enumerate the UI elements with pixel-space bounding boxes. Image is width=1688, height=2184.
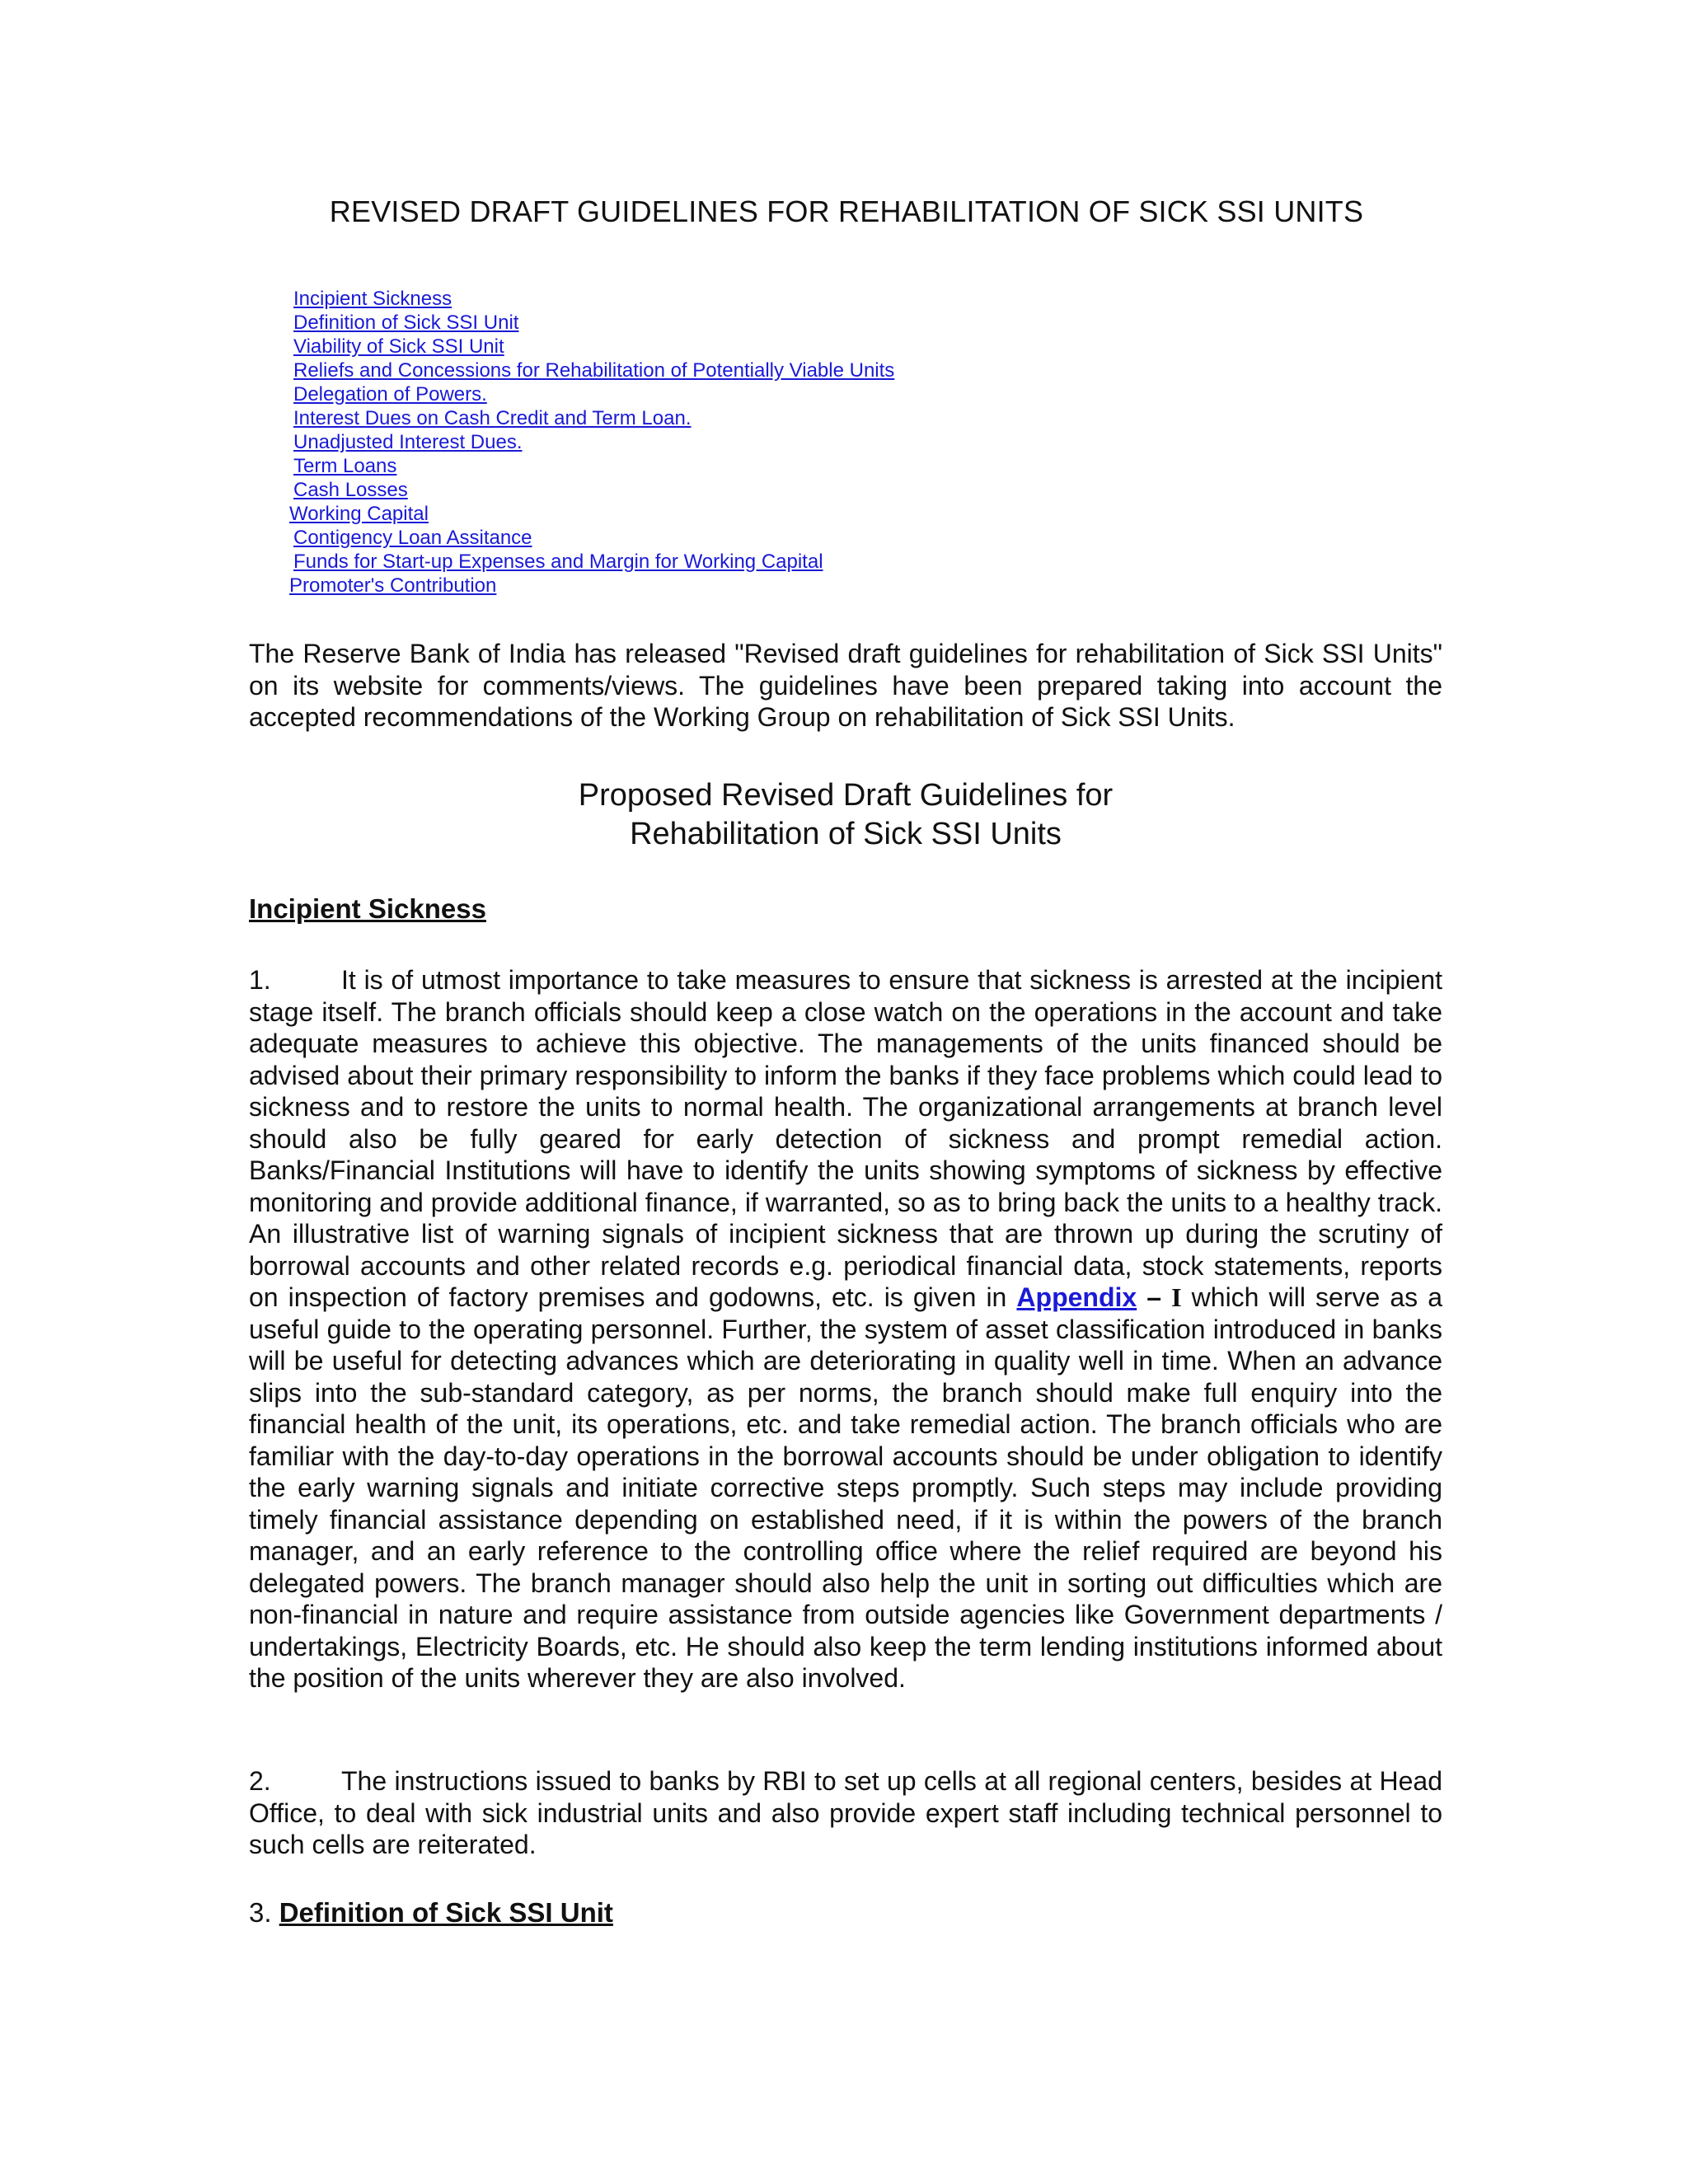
toc-item (293, 526, 894, 550)
toc-item (289, 502, 894, 526)
toc-item (293, 550, 894, 574)
paragraph-text: It is of utmost importance to take measures to ensure that sickness is arrested at the incipient stage itself. The branch officials should keep a close watch on the operations in the account and take adequate measures to achieve this objective. The managements of the units financed should be advised about their primary responsibility to inform the banks if they face problems which could lead to sickness and to restore the units to normal health. The organizational arrangements at branch level should also be fully geared for early detection of sickness and prompt remedial action. Banks/Financial Institutions will have to identify the units showing symptoms of sickness by effective monitoring and provide additional finance, if warranted, so as to bring back the units to a healthy track. An illustrative list of warning signals of incipient sickness that are thrown up during the scrutiny of borrowal accounts and other related records e.g. periodical financial data, stock statements, reports on inspection of factory premises and godowns, etc. is given in (249, 965, 1442, 1312)
paragraph-text: The instructions issued to banks by RBI to set up cells at all regional centers, besides at Head Office, to deal with sick industrial units and also provide expert staff including technical personnel to such cells are reiterated. (249, 1766, 1442, 1859)
paragraph-2 (249, 1765, 1442, 1861)
toc-link-interest-dues[interactable]: Interest Dues on Cash Credit and Term Loan. (293, 407, 692, 429)
toc-item (293, 311, 894, 335)
toc-item (293, 430, 894, 454)
heading-text: Definition of Sick SSI Unit (279, 1897, 613, 1928)
toc-link-definition[interactable]: Definition of Sick SSI Unit (293, 312, 519, 334)
section-subtitle (249, 776, 1442, 854)
toc-item (289, 574, 894, 598)
toc-item (293, 359, 894, 382)
toc-item (293, 478, 894, 502)
appendix-link[interactable]: Appendix (1016, 1282, 1137, 1312)
table-of-contents (289, 287, 895, 598)
toc-item (293, 406, 894, 430)
paragraph-text-continued: which will serve as a useful guide to the operating personnel. Further, the system of asset classification introduced in banks will be useful for detecting advances which are deteriorating in quality well in time. When an advance slips into the sub-standard category, as per norms, the branch should make full enquiry into the financial health of the unit, its operations, etc. and take remedial action. The branch officials who are familiar with the day-to-day operations in the borrowal accounts should be under obligation to identify the early warning signals and initiate corrective steps promptly. Such steps may include providing timely financial assistance depending on established need, if it is within the powers of the branch manager, and an early reference to the controlling office where the relief required are beyond his delegated powers. The branch manager should also help the unit in sorting out difficulties which are non-financial in nature and require assistance from outside agencies like Government departments / undertakings, Electricity Boards, etc. He should also keep the term lending institutions informed about the position of the units wherever they are also involved. (249, 1282, 1443, 1693)
paragraph-number: 1. (249, 965, 271, 995)
document-title: REVISED DRAFT GUIDELINES FOR REHABILITATION OF SICK SSI UNITS (329, 194, 1364, 228)
toc-link-unadjusted-interest[interactable]: Unadjusted Interest Dues. (293, 431, 523, 453)
paragraph-number: 2. (249, 1766, 271, 1796)
toc-link-startup-funds[interactable]: Funds for Start-up Expenses and Margin for Working Capital (293, 551, 823, 573)
toc-link-reliefs[interactable]: Reliefs and Concessions for Rehabilitation of Potentially Viable Units (293, 359, 895, 382)
toc-link-incipient-sickness[interactable]: Incipient Sickness (293, 288, 452, 310)
section-heading-definition (249, 1897, 613, 1929)
toc-link-viability[interactable]: Viability of Sick SSI Unit (293, 335, 504, 358)
toc-link-cash-losses[interactable]: Cash Losses (293, 479, 408, 501)
appendix-roman-numeral: I (1171, 1282, 1182, 1312)
intro-paragraph: The Reserve Bank of India has released "Revised draft guidelines for rehabilitation of Sick SSI Units" on its website for comments/views. The guidelines have been prepared taking into account the accepted recommendations of the Working Group on rehabilitation of Sick SSI Units. (249, 639, 1442, 732)
toc-link-promoters-contribution[interactable]: Promoter's Contribution (289, 574, 497, 597)
dash-text: – (1137, 1282, 1172, 1312)
toc-item (293, 287, 894, 311)
subtitle-line-2: Rehabilitation of Sick SSI Units (630, 817, 1062, 851)
subtitle-line-1: Proposed Revised Draft Guidelines for (578, 778, 1114, 813)
heading-text: Incipient Sickness (249, 893, 486, 924)
toc-link-term-loans[interactable]: Term Loans (293, 455, 397, 477)
toc-link-contingency-loan[interactable]: Contigency Loan Assitance (293, 527, 532, 549)
toc-link-working-capital[interactable]: Working Capital (289, 503, 429, 525)
paragraph-1 (249, 964, 1442, 1694)
toc-item (293, 454, 894, 478)
section-heading-incipient-sickness (249, 893, 486, 925)
toc-item (293, 382, 894, 406)
toc-link-delegation[interactable]: Delegation of Powers. (293, 383, 487, 405)
toc-item (293, 335, 894, 359)
section-number: 3. (249, 1897, 279, 1928)
